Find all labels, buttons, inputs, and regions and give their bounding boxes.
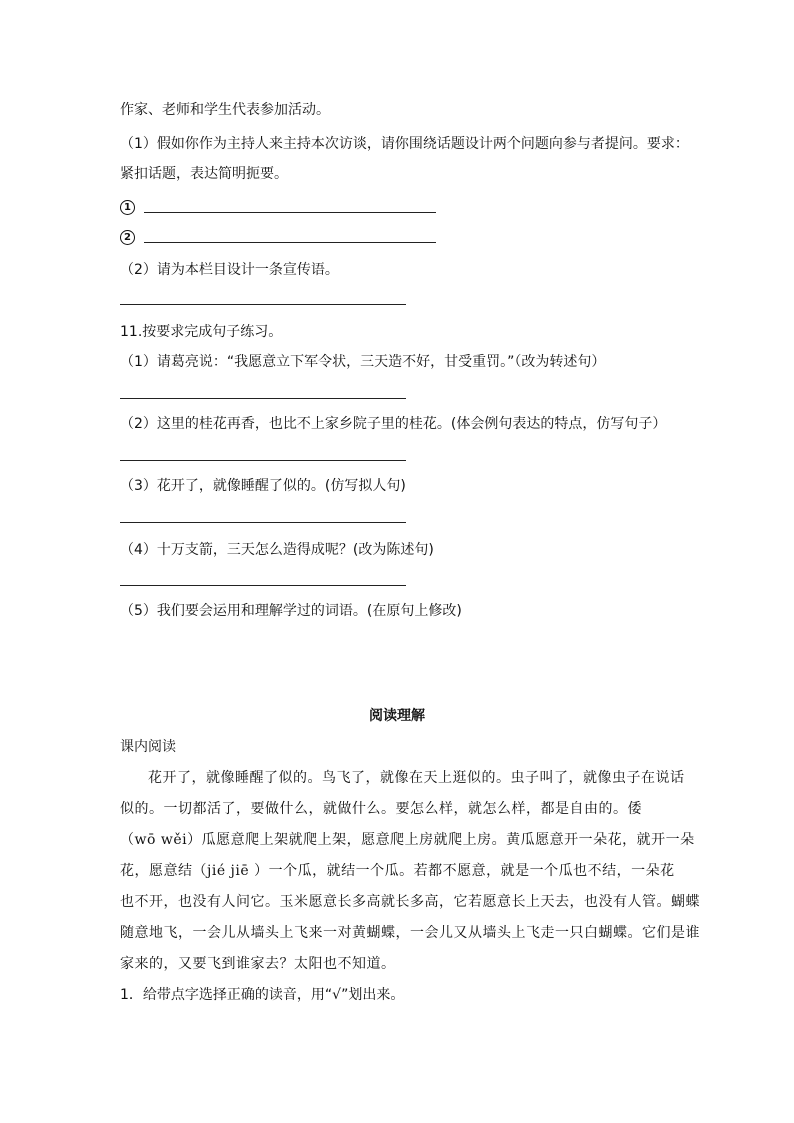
q11-title: 11.按要求完成句子练习。 — [120, 324, 283, 340]
answer-line-q11-1[interactable] — [120, 398, 406, 399]
q10-part1-line1: （1）假如你作为主持人来主持本次访谈，请你围绕话题设计两个问题向参与者提问。要求： — [120, 136, 689, 152]
passage-line: 家来的，又要飞到谁家去？太阳也不知道。 — [120, 956, 396, 972]
answer-marker-1 — [120, 197, 135, 217]
q11-item-4: （4）十万支箭，三天怎么造得成呢？(改为陈述句) — [120, 542, 434, 558]
reading-question-1: 1．给带点字选择正确的读音，用“√”划出来。 — [120, 987, 405, 1003]
passage-line: 花开了，就像睡醒了似的。鸟飞了，就像在天上逛似的。虫子叫了，就像虫子在说话 — [148, 770, 685, 786]
q11-item-3: （3）花开了，就像睡醒了似的。(仿写拟人句) — [120, 478, 406, 494]
q10-intro: 作家、老师和学生代表参加活动。 — [120, 102, 330, 118]
passage-line: 随意地飞，一会儿从墙头上飞来一对黄蝴蝶，一会儿又从墙头上飞走一只白蝴蝶。它们是谁 — [120, 925, 700, 941]
answer-line-slogan[interactable] — [120, 304, 406, 305]
q10-part2: （2）请为本栏目设计一条宣传语。 — [120, 262, 339, 278]
answer-line-q11-4[interactable] — [120, 585, 406, 586]
answer-marker-2 — [120, 227, 135, 247]
reading-subtitle: 课内阅读 — [120, 739, 176, 755]
q11-item-2: （2）这里的桂花再香，也比不上家乡院子里的桂花。(体会例句表达的特点，仿写句子） — [120, 416, 667, 432]
passage-line: 花，愿意结（jié jiē ）一个瓜，就结一个瓜。若都不愿意，就是一个瓜也不结，一朵花 — [120, 863, 675, 879]
q11-item-1: （1）请葛亮说：“我愿意立下军令状，三天造不好，甘受重罚。”（改为转述句） — [120, 354, 606, 370]
answer-line-q11-2[interactable] — [120, 460, 406, 461]
section-title: 阅读理解 — [369, 708, 425, 724]
circled-number-2: 2 — [120, 230, 135, 245]
answer-line-1[interactable] — [144, 212, 436, 213]
answer-line-2[interactable] — [144, 242, 436, 243]
circled-number-1: 1 — [120, 200, 135, 215]
q10-part1-line2: 紧扣话题，表达简明扼要。 — [120, 166, 288, 182]
answer-line-q11-3[interactable] — [120, 522, 406, 523]
passage-line: 也不开，也没有人问它。玉米愿意长多高就长多高，它若愿意长上天去，也没有人管。蝴蝶 — [120, 894, 700, 910]
passage-line: （wō wěi）瓜愿意爬上架就爬上架，愿意爬上房就爬上房。黄瓜愿意开一朵花，就开一朵 — [120, 832, 695, 848]
passage-line: 似的。一切都活了，要做什么，就做什么。要怎么样，就怎么样，都是自由的。倭 — [120, 801, 642, 817]
q11-item-5: （5）我们要会运用和理解学过的词语。(在原句上修改) — [120, 603, 462, 619]
